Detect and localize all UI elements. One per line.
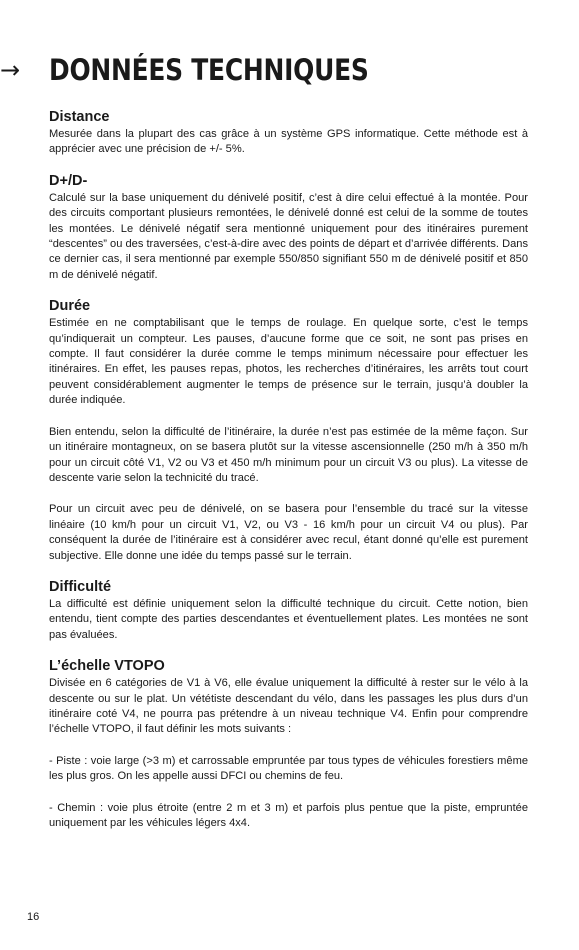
list-item-chemin: - Chemin : voie plus étroite (entre 2 m et 3 m) et parfois plus pentue que la piste, empruntée uniquement par les véhicules légers 4x4.	[49, 801, 528, 829]
section-duree	[49, 297, 528, 564]
section-paragraph: Pour un circuit avec peu de dénivelé, on se basera pour l’ensemble du tracé sur la vitesse linéaire (10 km/h pour un circuit V1, V2, ou V3 - 16 km/h pour un circuit V4 ou plus). Par conséquent la durée de l’itinéraire est à considérer avec recul, étant donné qu’elle est purement subjective. Elle donne une idée du temps passé sur le terrain.	[49, 503, 528, 562]
list-item-piste: - Piste : voie large (>3 m) et carrossable empruntée par tous types de véhicules forestiers même les plus gros. On les appelle aussi DFCI ou chemins de feu.	[49, 754, 528, 783]
section-heading: D+/D-	[49, 172, 88, 189]
section-heading: Distance	[49, 109, 110, 125]
section-heading: L’échelle VTOPO	[49, 658, 165, 675]
section-distance	[49, 108, 528, 158]
section-paragraph: Divisée en 6 catégories de V1 à V6, elle évalue uniquement la difficulté à rester sur le vélo à la descente ou sur le plat. Un vététiste descendant du vélo, dans les passages les plus durs d’un itinéraire coté V4, ne pourra pas prétendre à un niveau technique V4. Enfin pour comprendre l’échelle VTOPO, il faut définir les mots suivants :	[49, 677, 528, 736]
section-heading: Durée	[49, 298, 91, 315]
section-paragraph: Calculé sur la base uniquement du dénivelé positif, c’est à dire celui effectué à la montée. Pour des circuits comportant plusieurs remontées, le dénivelé donné est celui de la somme de toutes les montées. Le dénivelé négatif sera mentionné uniquement pour des itinéraires purement “descentes” ou des traversées, c’est-à-dire avec des points de départ et d’arrivée différents. Dans ce dernier cas, il sera mentionné par exemple 550/850 signifiant 550 m de dénivelé positif et 850 m de dénivelé négatif.	[49, 191, 528, 281]
arrow-right-icon: →	[0, 56, 21, 84]
section-echelle-vtopo	[49, 657, 528, 831]
section-paragraph: Mesurée dans la plupart des cas grâce à un système GPS informatique. Cette méthode est à apprécier avec une précision de +/- 5%.	[49, 128, 528, 156]
page-number: 16	[27, 911, 40, 923]
page-title: DONNÉES TECHNIQUES	[49, 53, 369, 87]
page-content	[49, 108, 528, 845]
section-heading: Difficulté	[49, 578, 112, 595]
page-header	[0, 52, 579, 92]
section-paragraph: Estimée en ne comptabilisant que le temps de roulage. En quelque sorte, c’est le temps qu’indiquerait un compteur. Les pauses, d’aucune forme que ce soit, ne sont pas prises en compte. Il faut considérer la durée comme le temps minimum nécessaire pour effectuer les itinéraires. En effet, les pauses repas, photos, les recherches d’itinéraires, les arrêts tout court peuvent considérablement augmenter le temps de présence sur le terrain, jusqu’à doubler la durée indiquée.	[49, 317, 528, 407]
section-denivele	[49, 172, 528, 283]
section-paragraph: Bien entendu, selon la difficulté de l’itinéraire, la durée n’est pas estimée de la même façon. Sur un itinéraire montagneux, on se basera plutôt sur la vitesse ascensionnelle (250 m/h à 350 m/h pour un circuit côté V1, V2 ou V3 et 450 m/h minimum pour un circuit V3 ou plus). La vitesse de descente varie selon la technicité du tracé.	[49, 425, 528, 484]
section-paragraph: La difficulté est définie uniquement selon la difficulté technique du circuit. Cette notion, bien entendu, tient compte des parties descendantes et éventuellement plates. Les montées ne sont pas évaluées.	[49, 597, 528, 641]
section-difficulte	[49, 578, 528, 643]
